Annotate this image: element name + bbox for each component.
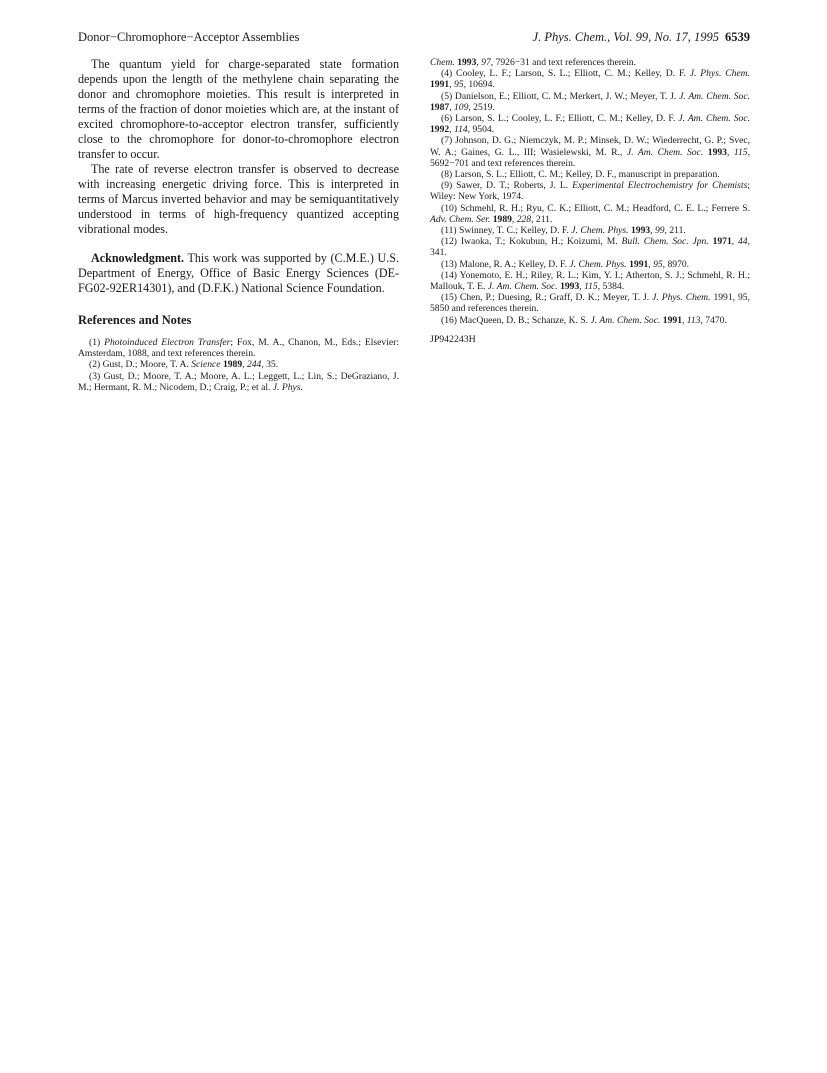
reference-3: (3) Gust, D.; Moore, T. A.; Moore, A. L.; Leggett, L.; Lin, S.; DeGraziano, J. M.; Hermant, R. M.; Nicodem, D.; Craig, P.; et al. J. Phys. [78,370,399,393]
reference-16: (16) MacQueen, D. B.; Schanze, K. S. J. Am. Chem. Soc. 1991, 113, 7470. [441,314,727,326]
manuscript-code: JP942243H [430,333,476,345]
reference-10: (10) Schmehl, R. H.; Ryu, C. K.; Elliott, C. M.; Headford, C. E. L.; Ferrere S. Adv. Chem. Ser. 1989, 228, 211. [430,202,750,225]
reference-14: (14) Yonemoto, E. H.; Riley, R. L.; Kim, Y. I.; Atherton, S. J.; Schmehl, R. H.; Mallouk, T. E. J. Am. Chem. Soc. 1993, 115, 5384. [430,269,750,293]
running-title: Donor−Chromophore−Acceptor Assemblies [78,30,300,44]
acknowledgment-text: This work was supported by (C.M.E.) U.S. Department of Energy, Office of Basic Energy Sciences (DE-FG02-92ER14301), and (D.F.K.) National Science Foundation. [78,251,399,295]
reference-9: (9) Sawer, D. T.; Roberts, J. L. Experimental Electrochemistry for Chemists; Wiley: New York, 1974. [430,180,750,203]
conclusions-text [78,57,399,296]
right-column [430,57,750,345]
reference-13: (13) Malone, R. A.; Kelley, D. F. J. Chem. Phys. 1991, 95, 8970. [441,258,690,270]
paragraph-reverse-transfer: The rate of reverse electron transfer is observed to decrease with increasing energetic driving force. This is interpreted in terms of Marcus inverted behavior and may be semiquantitatively understood in terms of high-frequency quantized accepting vibrational modes. [78,162,399,236]
page-number: 6539 [725,30,750,44]
acknowledgment [78,251,399,296]
reference-3-continued: Chem. 1993, 97, 7926−31 and text references therein. [430,57,637,68]
journal-citation [533,30,750,45]
references-heading: References and Notes [78,313,192,327]
running-header [78,30,750,46]
paragraph-quantum-yield: The quantum yield for charge-separated state formation depends upon the length of the methylene chain separating the donor and chromophore moieties. This result is interpreted in terms of the fraction of donor moieties which are, at the instant of excited chromophore-to-acceptor electron transfer, sufficiently close to the chromophore for donor-to-chromophore electron transfer to occur. [78,57,399,161]
reference-11: (11) Swinney, T. C.; Kelley, D. F. J. Chem. Phys. 1993, 99, 211. [441,225,686,237]
left-column [78,57,399,393]
reference-7: (7) Johnson, D. G.; Niemczyk, M. P.; Minsek, D. W.; Wiederrecht, G. P.; Svec, W. A.; Gaines, G. L., III; Wasielewski, M. R., J. Am. Chem. Soc. 1993, 115, 5692−701 and text references therein. [430,135,751,169]
reference-12: (12) Iwaoka, T.; Kokubun, H.; Koizumi, M. Bull. Chem. Soc. Jpn. 1971, 44, 341. [430,236,750,259]
reference-4: (4) Cooley, L. F.; Larson, S. L.; Elliott, C. M.; Kelley, D. F. J. Phys. Chem. 1991, 95, 10694. [430,68,750,91]
reference-8: (8) Larson, S. L.; Elliott, C. M.; Kelley, D. F., manuscript in preparation. [441,169,720,181]
reference-15: (15) Chen, P.; Duesing, R.; Graff, D. K.; Meyer, T. J. J. Phys. Chem. 1991, 95, 5850 and references therein. [430,292,750,315]
reference-5: (5) Danielson, E.; Elliott, C. M.; Merkert, J. W.; Meyer, T. J. J. Am. Chem. Soc. 1987, 109, 2519. [430,90,751,113]
acknowledgment-label: Acknowledgment. [91,251,185,265]
reference-2: (2) Gust, D.; Moore, T. A. Science 1989, 244, 35. [89,359,279,371]
reference-6: (6) Larson, S. L.; Cooley, L. F.; Elliott, C. M.; Kelley, D. F. J. Am. Chem. Soc. 1992, 114, 9504. [430,113,750,136]
journal-info: J. Phys. Chem., Vol. 99, No. 17, 1995 [532,30,719,44]
reference-1: (1) Photoinduced Electron Transfer; Fox, M. A., Chanon, M., Eds.; Elsevier: Amsterdam, 1088, and text references therein. [78,337,399,360]
